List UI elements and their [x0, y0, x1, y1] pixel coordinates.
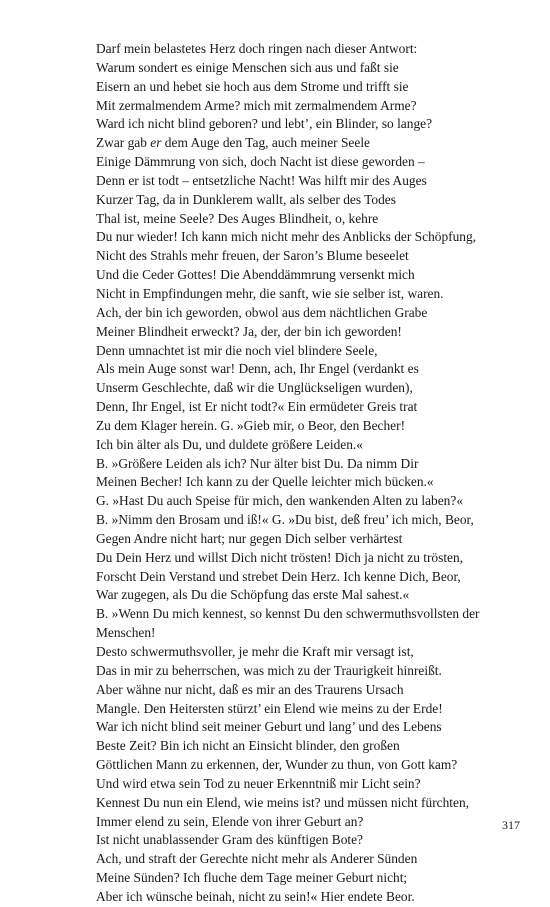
page-number: 317 — [502, 818, 520, 832]
text-line: Meinen Becher! Ich kann zu der Quelle leichter mich bücken.« — [96, 474, 434, 490]
text-line: Meiner Blindheit erweckt? Ja, der, der bin ich geworden! — [96, 323, 402, 339]
text-line: Und wird etwa sein Tod zu neuer Erkenntniß mir Licht sein? — [96, 775, 421, 791]
text-line: Darf mein belastetes Herz doch ringen nach dieser Antwort: — [96, 41, 418, 56]
text-line: Und die Ceder Gottes! Die Abenddämmrung versenkt mich — [96, 267, 415, 283]
text-line: Aber wähne nur nicht, daß es mir an des Traurens Ursach — [96, 681, 404, 697]
text-line: Gegen Andre nicht hart; nur gegen Dich selber verhärtest — [96, 530, 403, 546]
italic-word: er — [150, 135, 162, 151]
text-line: Nicht des Strahls mehr freuen, der Saron’s Blume beseelet — [96, 248, 409, 264]
text-line: Mangle. Den Heitersten stürzt’ ein Elend wie meins zu der Erde! — [96, 700, 443, 716]
text-line: Nicht in Empfindungen mehr, die sanft, wie sie selber ist, waren. — [96, 285, 444, 301]
text-line: Als mein Auge sonst war! Denn, ach, Ihr Engel (verdankt es — [96, 361, 419, 377]
text-line: Ach, der bin ich geworden, obwol aus dem nächtlichen Grabe — [96, 304, 428, 320]
text-line: Meine Sünden? Ich fluche dem Tage meiner Geburt nicht; — [96, 870, 408, 886]
text-line: Mit zermalmendem Arme? mich mit zermalmendem Arme? — [96, 97, 417, 113]
text-line: War zugegen, als Du die Schöpfung das erste Mal sahest.« — [96, 587, 410, 603]
text-line: War ich nicht blind seit meiner Geburt und lang’ und des Lebens — [96, 719, 442, 735]
text-line: Desto schwermuthsvoller, je mehr die Kraft mir versagt ist, — [96, 644, 414, 659]
text-line: Menschen! — [96, 625, 156, 641]
text-line: Denn, Ihr Engel, ist Er nicht todt?« Ein ermüdeter Greis trat — [96, 399, 418, 415]
text-line: Du nur wieder! Ich kann mich nicht mehr des Anblicks der Schöpfung, — [96, 229, 477, 245]
poem-text — [96, 40, 526, 907]
text-line: Thal ist, meine Seele? Des Auges Blindheit, o, kehre — [96, 210, 379, 226]
text-line: Aber ich wünsche beinah, nicht zu sein!« Hier endete Beor. — [96, 888, 415, 904]
text-line: Forscht Dein Verstand und strebet Dein Herz. Ich kenne Dich, Beor, — [96, 568, 461, 584]
text-line: Ist nicht unablassender Gram des künftigen Bote? — [96, 832, 363, 848]
text-line: Kennest Du nun ein Elend, wie meins ist? und müssen nicht fürchten, — [96, 794, 470, 810]
text-line: B. »Nimm den Brosam und iß!« G. »Du bist, deß freu’ ich mich, Beor, — [96, 512, 474, 528]
text-line: B. »Wenn Du mich kennest, so kennst Du den schwermuthsvollsten der — [96, 606, 480, 622]
text-line: G. »Hast Du auch Speise für mich, den wankenden Alten zu laben?« — [96, 493, 464, 509]
text-line: B. »Größere Leiden als ich? Nur älter bist Du. Da nimm Dir — [96, 455, 419, 471]
text-line: Denn er ist todt – entsetzliche Nacht! Was hilft mir des Auges — [96, 172, 427, 188]
text-line: Warum sondert es einige Menschen sich aus und faßt sie — [96, 59, 399, 75]
text-line: Ach, und straft der Gerechte nicht mehr als Anderer Sünden — [96, 851, 418, 867]
text-line: Immer elend zu sein, Elende von ihrer Geburt an? — [96, 813, 364, 829]
text-line: Ward ich nicht blind geboren? und lebt’, ein Blinder, so lange? — [96, 116, 433, 132]
text-segment: Zwar gab — [96, 135, 151, 151]
text-line: Das in mir zu beherrschen, was mich zu der Traurigkeit hinreißt. — [96, 662, 442, 678]
text-line: Kurzer Tag, da in Dunklerem wallt, als selber des Todes — [96, 191, 396, 207]
text-segment: dem Auge den Tag, auch meiner Seele — [161, 135, 370, 151]
text-line: Einige Dämmrung von sich, doch Nacht ist diese geworden – — [96, 154, 425, 170]
text-line: Ich bin älter als Du, und duldete größere Leiden.« — [96, 436, 363, 452]
text-line: Eisern an und hebet sie hoch aus dem Strome und trifft sie — [96, 78, 409, 94]
text-line: Beste Zeit? Bin ich nicht an Einsicht blinder, den großen — [96, 738, 400, 754]
text-line: Zu dem Klager herein. G. »Gieb mir, o Beor, den Becher! — [96, 417, 406, 433]
text-line — [96, 134, 526, 153]
text-line: Göttlichen Mann zu erkennen, der, Wunder zu thun, von Gott kam? — [96, 757, 458, 773]
text-line: Unserm Geschlechte, daß wir die Unglückseligen wurden), — [96, 380, 413, 396]
text-line: Du Dein Herz und willst Dich nicht trösten! Dich ja nicht zu trösten, — [96, 549, 464, 565]
text-line: Denn umnachtet ist mir die noch viel blindere Seele, — [96, 342, 378, 358]
